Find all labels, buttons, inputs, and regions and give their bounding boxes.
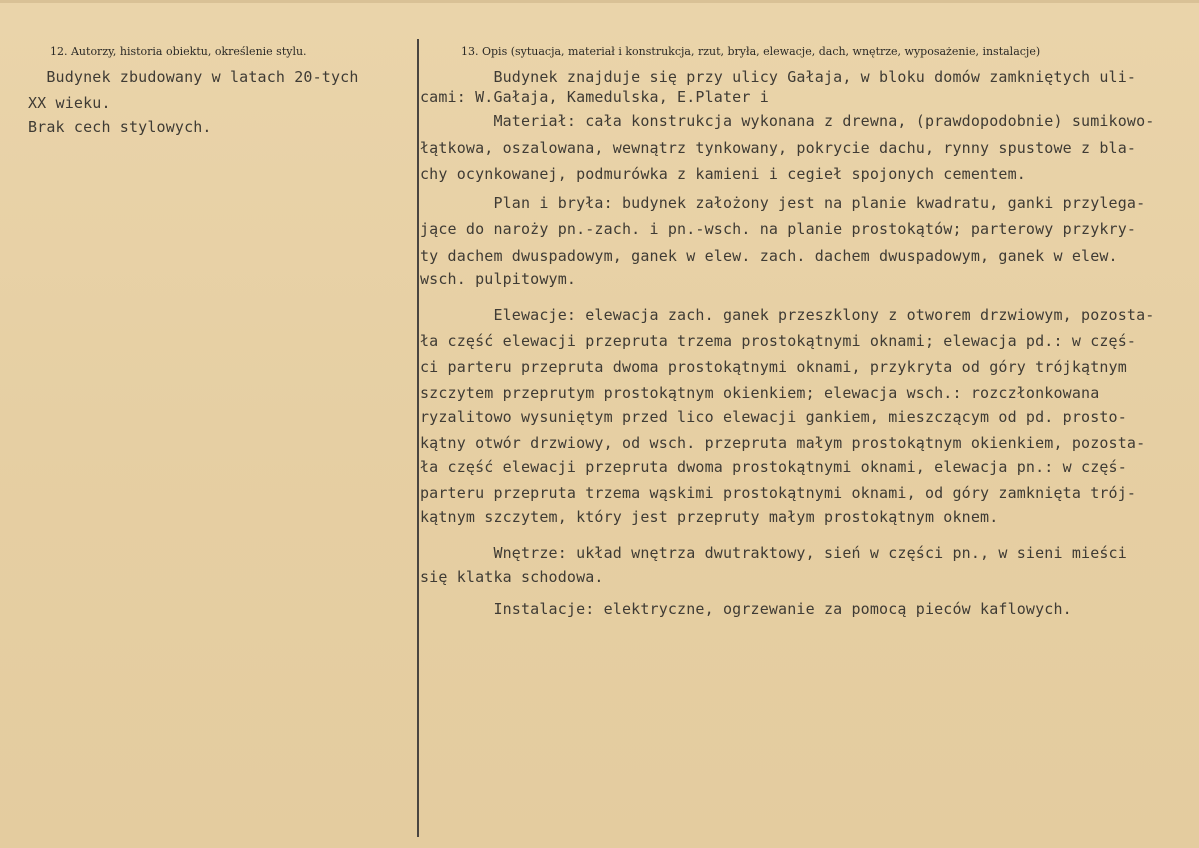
section-12-header: 12. Autorzy, historia obiektu, określenie stylu.: [50, 45, 307, 58]
text-line: Plan i bryła: budynek założony jest na planie kwadratu, ganki przylega-: [420, 194, 1146, 212]
text-line: Budynek zbudowany w latach 20-tych: [28, 68, 359, 86]
text-line: Brak cech stylowych.: [28, 118, 212, 136]
text-line: Materiał: cała konstrukcja wykonana z drewna, (prawdopodobnie) sumikowo-: [420, 112, 1155, 130]
text-line: Budynek znajduje się przy ulicy Gałaja, w bloku domów zamkniętych uli-: [420, 68, 1137, 86]
text-line: ła część elewacji przepruta dwoma prostokątnymi oknami, elewacja pn.: w częś-: [420, 458, 1127, 476]
text-line: łątkowa, oszalowana, wewnątrz tynkowany, pokrycie dachu, rynny spustowe z bla-: [420, 139, 1137, 157]
section-13-header: 13. Opis (sytuacja, materiał i konstrukcja, rzut, bryła, elewacje, dach, wnętrze, wyposażenie, instalacje): [461, 45, 1041, 58]
text-line: XX wieku.: [28, 94, 111, 112]
text-line: ła część elewacji przepruta trzema prostokątnymi oknami; elewacja pd.: w częś-: [420, 332, 1137, 350]
text-line: chy ocynkowanej, podmurówka z kamieni i cegieł spojonych cementem.: [420, 165, 1026, 183]
text-line: jące do naroży pn.-zach. i pn.-wsch. na planie prostokątów; parterowy przykry-: [420, 220, 1137, 238]
text-line: się klatka schodowa.: [420, 568, 604, 586]
text-line: Instalacje: elektryczne, ogrzewanie za pomocą pieców kaflowych.: [420, 600, 1072, 618]
text-line: szczytem przeprutym prostokątnym okienkiem; elewacja wsch.: rozczłonkowana: [420, 384, 1100, 402]
text-line: ryzalitowo wysuniętym przed lico elewacji gankiem, mieszczącym od pd. prosto-: [420, 408, 1127, 426]
text-line: ty dachem dwuspadowym, ganek w elew. zach. dachem dwuspadowym, ganek w elew.: [420, 247, 1118, 265]
text-line: Wnętrze: układ wnętrza dwutraktowy, sień w części pn., w sieni mieści: [420, 544, 1127, 562]
text-line: kątny otwór drzwiowy, od wsch. przepruta małym prostokątnym okienkiem, pozosta-: [420, 434, 1146, 452]
text-line: Elewacje: elewacja zach. ganek przeszklony z otworem drzwiowym, pozosta-: [420, 306, 1155, 324]
text-line: wsch. pulpitowym.: [420, 270, 577, 288]
text-line: kątnym szczytem, który jest przepruty małym prostokątnym oknem.: [420, 508, 999, 526]
text-line: parteru przepruta trzema wąskimi prostokątnymi oknami, od góry zamknięta trój-: [420, 484, 1137, 502]
column-divider: [417, 39, 419, 837]
text-line: ci parteru przepruta dwoma prostokątnymi oknami, przykryta od góry trójkątnym: [420, 358, 1127, 376]
text-line: cami: W.Gałaja, Kamedulska, E.Plater i: [420, 88, 769, 106]
